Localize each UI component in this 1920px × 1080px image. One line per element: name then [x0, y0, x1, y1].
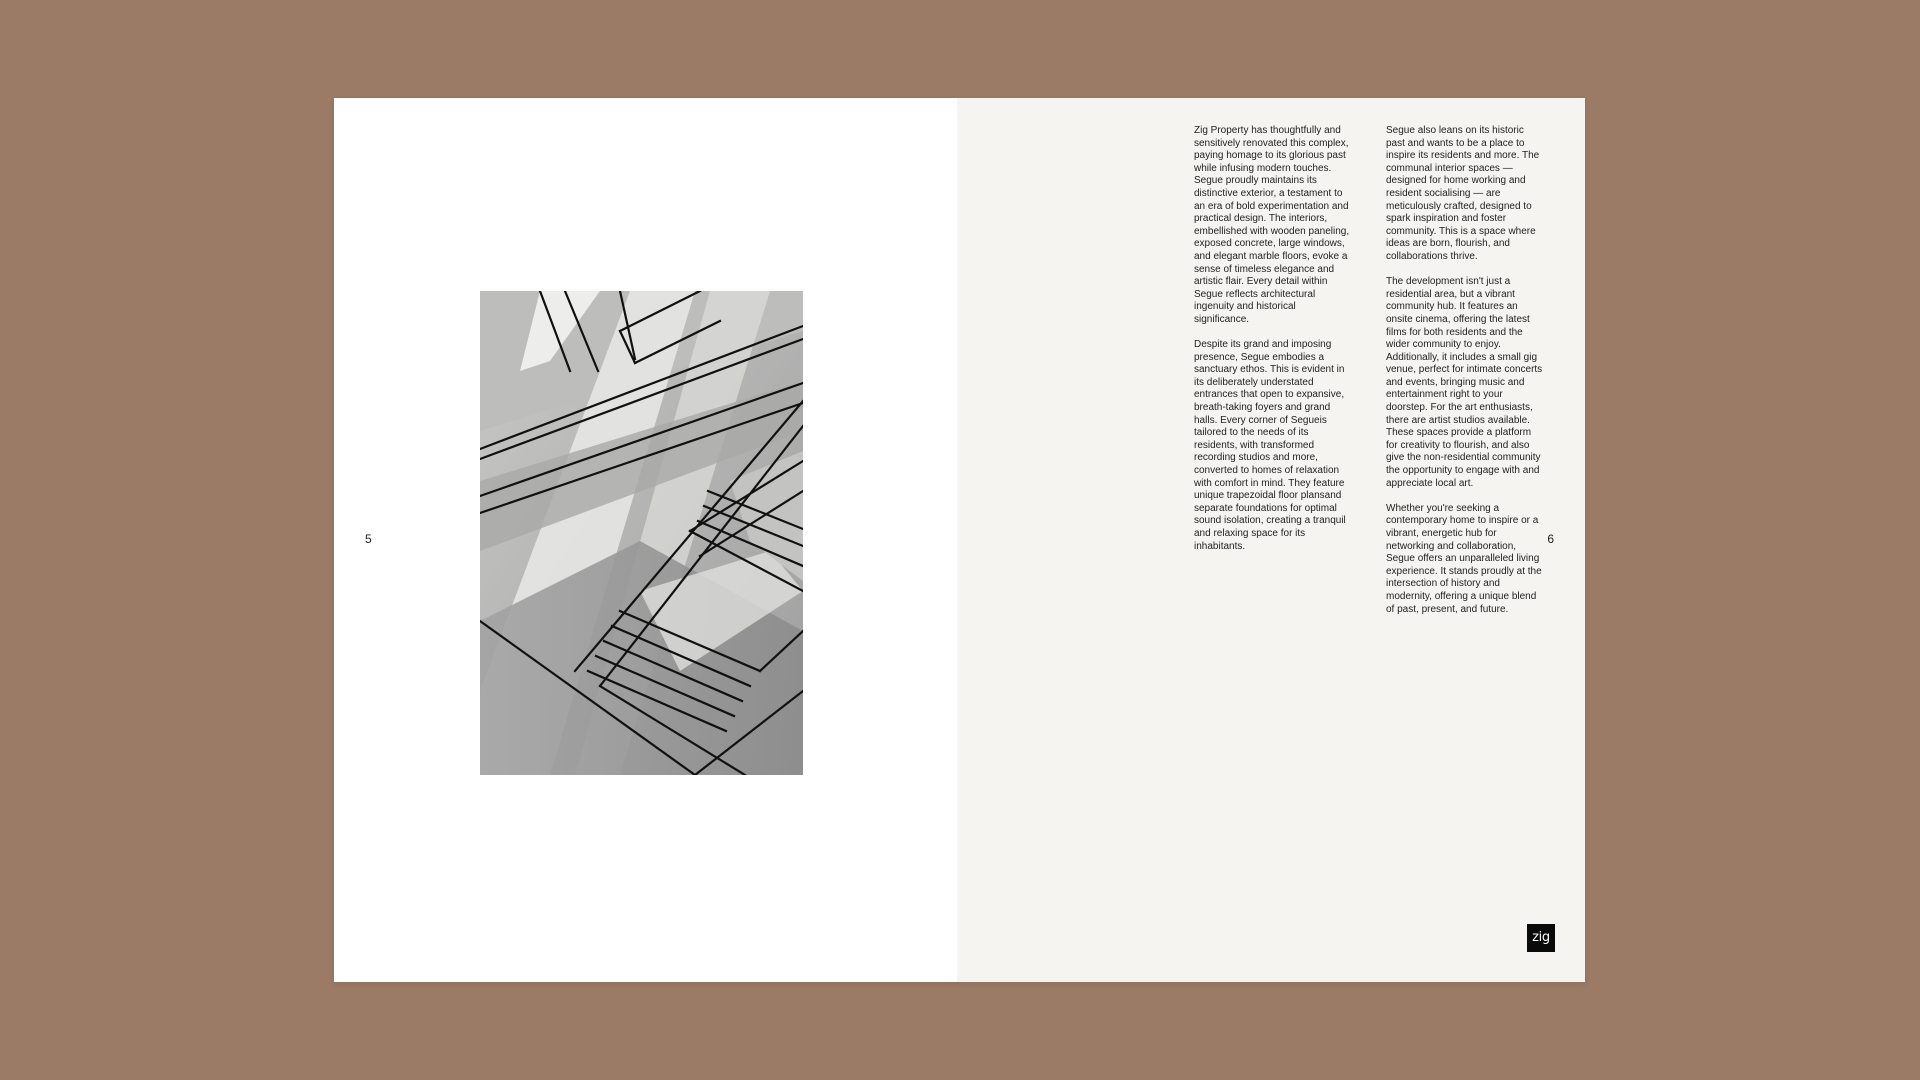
paragraph: Segue also leans on its historic past and wants to be a place to inspire its residents and more. The communal interior spaces — designed for home working and resident socialising — are meticulously crafted, designed to spark inspiration and foster community. This is a space where ideas are born, flourish, and collaborations thrive. [1386, 125, 1540, 262]
zig-logo: zig [1527, 924, 1555, 952]
text-column-2 [1386, 125, 1544, 629]
right-page [957, 98, 1585, 982]
staircase-photo [480, 291, 803, 775]
page-number-left: 5 [365, 532, 372, 546]
page-number-right: 6 [1547, 532, 1554, 546]
brochure-spread [334, 98, 1585, 982]
paragraph: The development isn't just a residential area, but a vibrant community hub. It features an onsite cinema, offering the latest films for both residents and the wider community to enjoy. Additionally, it includes a small gig venue, perfect for intimate concerts and events, bringing music and entertainment right to your doorstep. For the art enthusiasts, there are artist studios available. These spaces provide a platform for creativity to flourish, and also give the non-residential community the opportunity to engage with and appreciate local art. [1386, 276, 1543, 489]
paragraph: Despite its grand and imposing presence, Segue embodies a sanctuary ethos. This is evident in its deliberately understated entrances that open to expansive, breath-taking foyers and grand halls. Every corner of Segueis tailored to the needs of its residents, with transformed recording studios and more, converted to homes of relaxation with comfort in mind. They feature unique trapezoidal floor plansand separate foundations for optimal sound isolation, creating a tranquil and relaxing space for its inhabitants. [1194, 339, 1346, 552]
paragraph: Zig Property has thoughtfully and sensitively renovated this complex, paying homage to its glorious past while infusing modern touches. Segue proudly maintains its distinctive exterior, a testament to an era of bold experimentation and practical design. The interiors, embellished with wooden paneling, exposed concrete, large windows, and elegant marble floors, evoke a sense of timeless elegance and artistic flair. Every detail within Segue reflects architectural ingenuity and historical significance. [1194, 125, 1350, 325]
text-column-1 [1194, 125, 1352, 566]
paragraph: Whether you're seeking a contemporary home to inspire or a vibrant, energetic hub for networking and collaboration, Segue offers an unparalleled living experience. It stands proudly at the intersection of history and modernity, offering a unique blend of past, present, and future. [1386, 502, 1542, 615]
left-page [334, 98, 957, 982]
